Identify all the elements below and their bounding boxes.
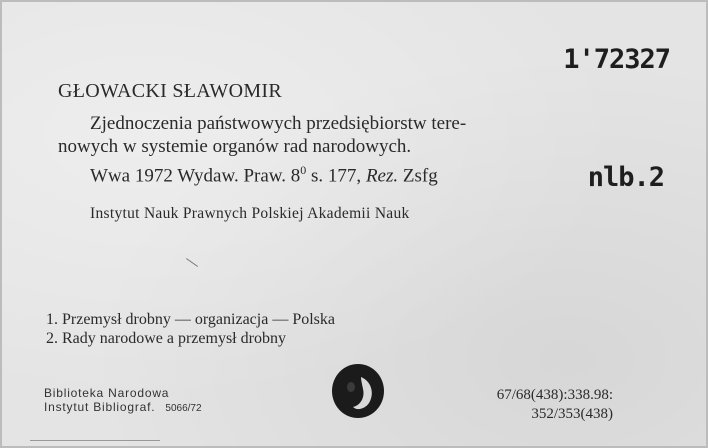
classification-line-2: 352/353(438) [531, 406, 613, 422]
library-stamp [44, 386, 202, 416]
classification-numbers [497, 386, 613, 424]
publication-note: Zsfg [398, 165, 438, 187]
library-name: Biblioteka Narodowa [44, 386, 170, 400]
call-number: 1'72327 [563, 44, 670, 75]
nlb-mark: nlb.2 [587, 162, 664, 193]
edition-superscript: 0 [300, 163, 307, 177]
institute-abbrev: Instytut Bibliograf. [44, 400, 156, 414]
classification-line-1: 67/68(438):338.98: [496, 387, 613, 403]
institute-line: Instytut Nauk Prawnych Polskiej Akademii Nauk [90, 205, 410, 222]
card-bottom-edge-mark [30, 440, 160, 441]
library-code: 5066/72 [165, 403, 202, 414]
library-logo-icon [331, 363, 385, 419]
author-heading: GŁOWACKI SŁAWOMIR [58, 80, 283, 102]
publication-pages: s. 177, [306, 165, 366, 187]
title-line-1: Zjednoczenia państwowych przedsiębiorstw tere- [90, 113, 467, 134]
subject-heading-1: 1. Przemysł drobny — organizacja — Polska [46, 311, 335, 328]
card-scratch-mark [186, 258, 198, 267]
title-line-2: nowych w systemie organów rad narodowych. [58, 136, 412, 157]
publication-line [90, 163, 438, 187]
subject-headings [46, 310, 335, 348]
review-abbrev: Rez. [365, 165, 399, 187]
subject-heading-2: 2. Rady narodowe a przemysł drobny [46, 330, 286, 347]
publication-text: Wwa 1972 Wydaw. Praw. 8 [90, 165, 301, 187]
